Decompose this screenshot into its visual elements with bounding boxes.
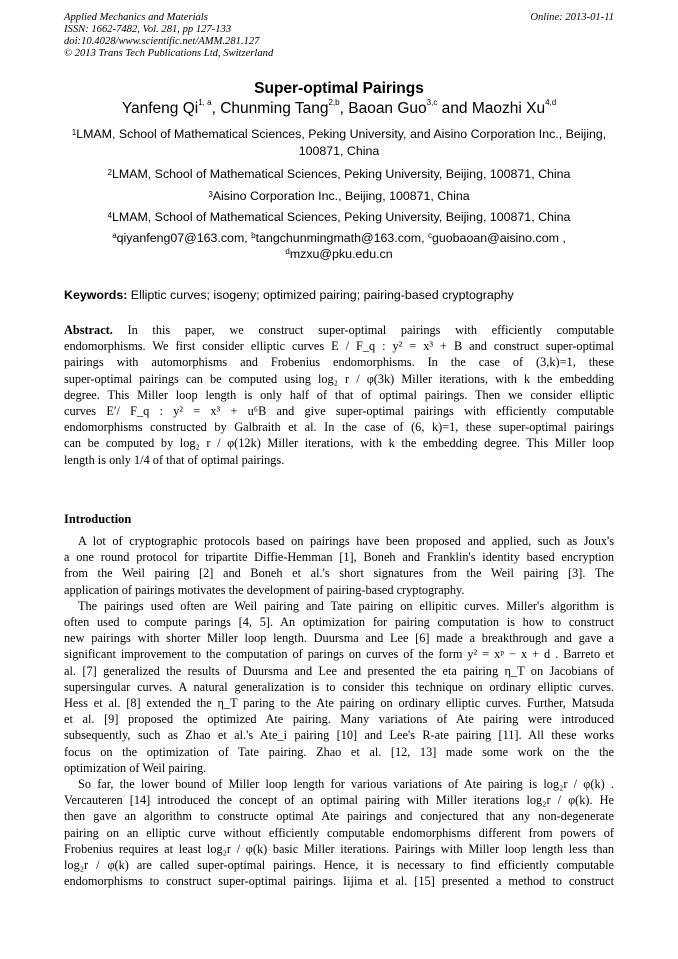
abstract-line: pairings with automorphisms and Frobenius endomorphisms. In the case of (3,k)=1, these (64, 355, 614, 370)
text-line: al. [7] generalized the results of Duursma and Lee and presented the eta pairing η_T on Jacobians of (64, 663, 614, 678)
affiliation-1: $^1$LMAM, School of Mathematical Sciences, Peking University, and Aisino Corporation Inc., Beijing, 100871, China (71, 127, 607, 158)
abstract-label: Abstract. (64, 323, 113, 337)
author: Chunming Tang$^{2,b}$, (220, 98, 349, 117)
text-line: significant improvement to the computation of parings on curves of the form y² = xᵖ − x + d . Barreto et (64, 647, 614, 662)
journal-line: ISSN: 1662-7482, Vol. 281, pp 127-133 (64, 24, 232, 35)
text-line: So far, the lower bound of Miller loop length for various variations of Ate pairing is log₂r / φ(k) . (78, 777, 614, 792)
affiliation-2: $^2$LMAM, School of Mathematical Sciences, Peking University, Beijing, 100871, China (107, 167, 571, 181)
text-line: a one round protocol for tripartite Diffie-Hemman [1], Boneh and Franklin's identity based encryption (64, 550, 614, 565)
abstract-line: endomorphisms constructed by Galbraith et al. In the case of (6, k)=1, these super-optimal pairings (64, 420, 614, 435)
author: Yanfeng Qi$^{1, a}$, (121, 98, 221, 117)
text-line: focus on the optimization of Tate pairing. Zhao et al. [12, 13] made some work on the the (64, 744, 614, 759)
text-line: new pairings with shorter Miller loop length. Duursma and Lee [6] made a breakthrough and gave a (64, 631, 614, 646)
text-line: et al. [9] proposed the optimized Ate pairing. Many variations of Ate pairing were introduced (64, 712, 614, 727)
section-heading-introduction: Introduction (64, 512, 132, 526)
abstract (64, 322, 614, 468)
paragraph (64, 598, 614, 776)
abstract-line: super-optimal pairings can be computed using log₂ r / φ(3k) Miller iterations, with k the embedding (64, 371, 614, 386)
journal-header (64, 12, 273, 60)
journal-line: doi:10.4028/www.scientific.net/AMM.281.127 (64, 36, 260, 47)
text-line: supersingular curves. A natural generalization is to consider this technique on ordinary elliptic curves. (64, 679, 614, 694)
text-line: subsequently, such as Zhao et al.'s Ate_i pairing [10] and Lee's R-ate pairing [11]. All these works (64, 728, 614, 743)
text-line: optimization of Weil pairing. (64, 760, 207, 775)
paper-title: Super-optimal Pairings (254, 80, 424, 97)
text-line: pairing on an elliptic curve without efficiently computable endomorphisms different from powers of (64, 825, 614, 840)
keywords: Keywords: Elliptic curves; isogeny; optimized pairing; pairing-based cryptography (64, 288, 514, 302)
text-line: Hess et al. [8] extended the η_T paring to the Ate pairing on ordinary elliptic curves. Further, Matsuda (64, 696, 614, 711)
text-line: Vercauteren [14] introduced the concept of an optimal pairing with Miller iterations log₂r / φ(k). He (64, 793, 614, 808)
abstract-line: curves E′/ F_q : y² = x³ + u⁶B and give super-optimal pairings with efficiently computable (64, 404, 614, 419)
text-line: then gave an algorithm to constructe optimal Ate pairings and conjectured that any non-degenerate (64, 809, 614, 824)
text-line: from the Weil pairing [2] and Boneh et al.'s short signatures from the Weil pairing [3]. The (64, 566, 614, 581)
author: Baoan Guo$^{3,c}$ and (348, 98, 472, 117)
author: Maozhi Xu$^{4,d}$ (471, 98, 557, 117)
text-line: A lot of cryptographic protocols based on pairings have been proposed and applied, such as Joux's (78, 534, 614, 548)
journal-line: © 2013 Trans Tech Publications Ltd, Switzerland (64, 48, 274, 59)
text-line: endomorphisms to construct super-optimal pairings. Iijima et al. [15] presented a method to construct (64, 874, 614, 889)
abstract-line: length is only 1/4 of that of optimal pairings. (64, 452, 285, 467)
abstract-line: endomorphisms. We first consider elliptic curves E / F_q : y² = x³ + B and construct super-optimal (64, 339, 614, 354)
paragraph (64, 533, 614, 598)
abstract-line: degree. This Miller loop length is only half of that of optimal pairings. Then we consider elliptic (64, 387, 614, 402)
text-line: log₂r / φ(k) are called super-optimal pairings. Hence, it is necessary to find efficiently computable (64, 858, 614, 873)
paragraph (64, 776, 614, 889)
author-emails: $^a$qiyanfeng07@163.com, $^b$tangchunmingmath@163.com, $^c$guobaoan@aisino.com , $^d$mzxu@pku.edu.cn (112, 231, 566, 261)
abstract-line: Abstract. In this paper, we construct super-optimal pairings with efficiently computable (64, 323, 614, 337)
introduction-body (64, 533, 614, 889)
affiliation-4: $^4$LMAM, School of Mathematical Sciences, Peking University, Beijing, 100871, China (107, 210, 571, 224)
text-line: often used to compute parings [4, 5]. An optimization for pairing computation is how to construct (64, 615, 614, 630)
text-line: Frobenius requires at least log₂r / φ(k) basic Miller iterations. Pairings with Miller loop length less than (64, 841, 614, 856)
journal-line: Applied Mechanics and Materials (64, 12, 208, 23)
affiliation-3: $^3$Aisino Corporation Inc., Beijing, 100871, China (208, 189, 470, 203)
text-line: The pairings used often are Weil pairing and Tate pairing on ellipitic curves. Miller's algorithm is (78, 598, 614, 613)
text-line: application of pairings motivates the development of pairing-based cryptography. (64, 582, 465, 597)
abstract-line: can be computed by log₂ r / φ(12k) Miller iterations, with k the embedding degree. This Miller loop (64, 436, 614, 451)
author-list (40, 100, 638, 118)
online-date: Online: 2013-01-11 (530, 12, 614, 23)
